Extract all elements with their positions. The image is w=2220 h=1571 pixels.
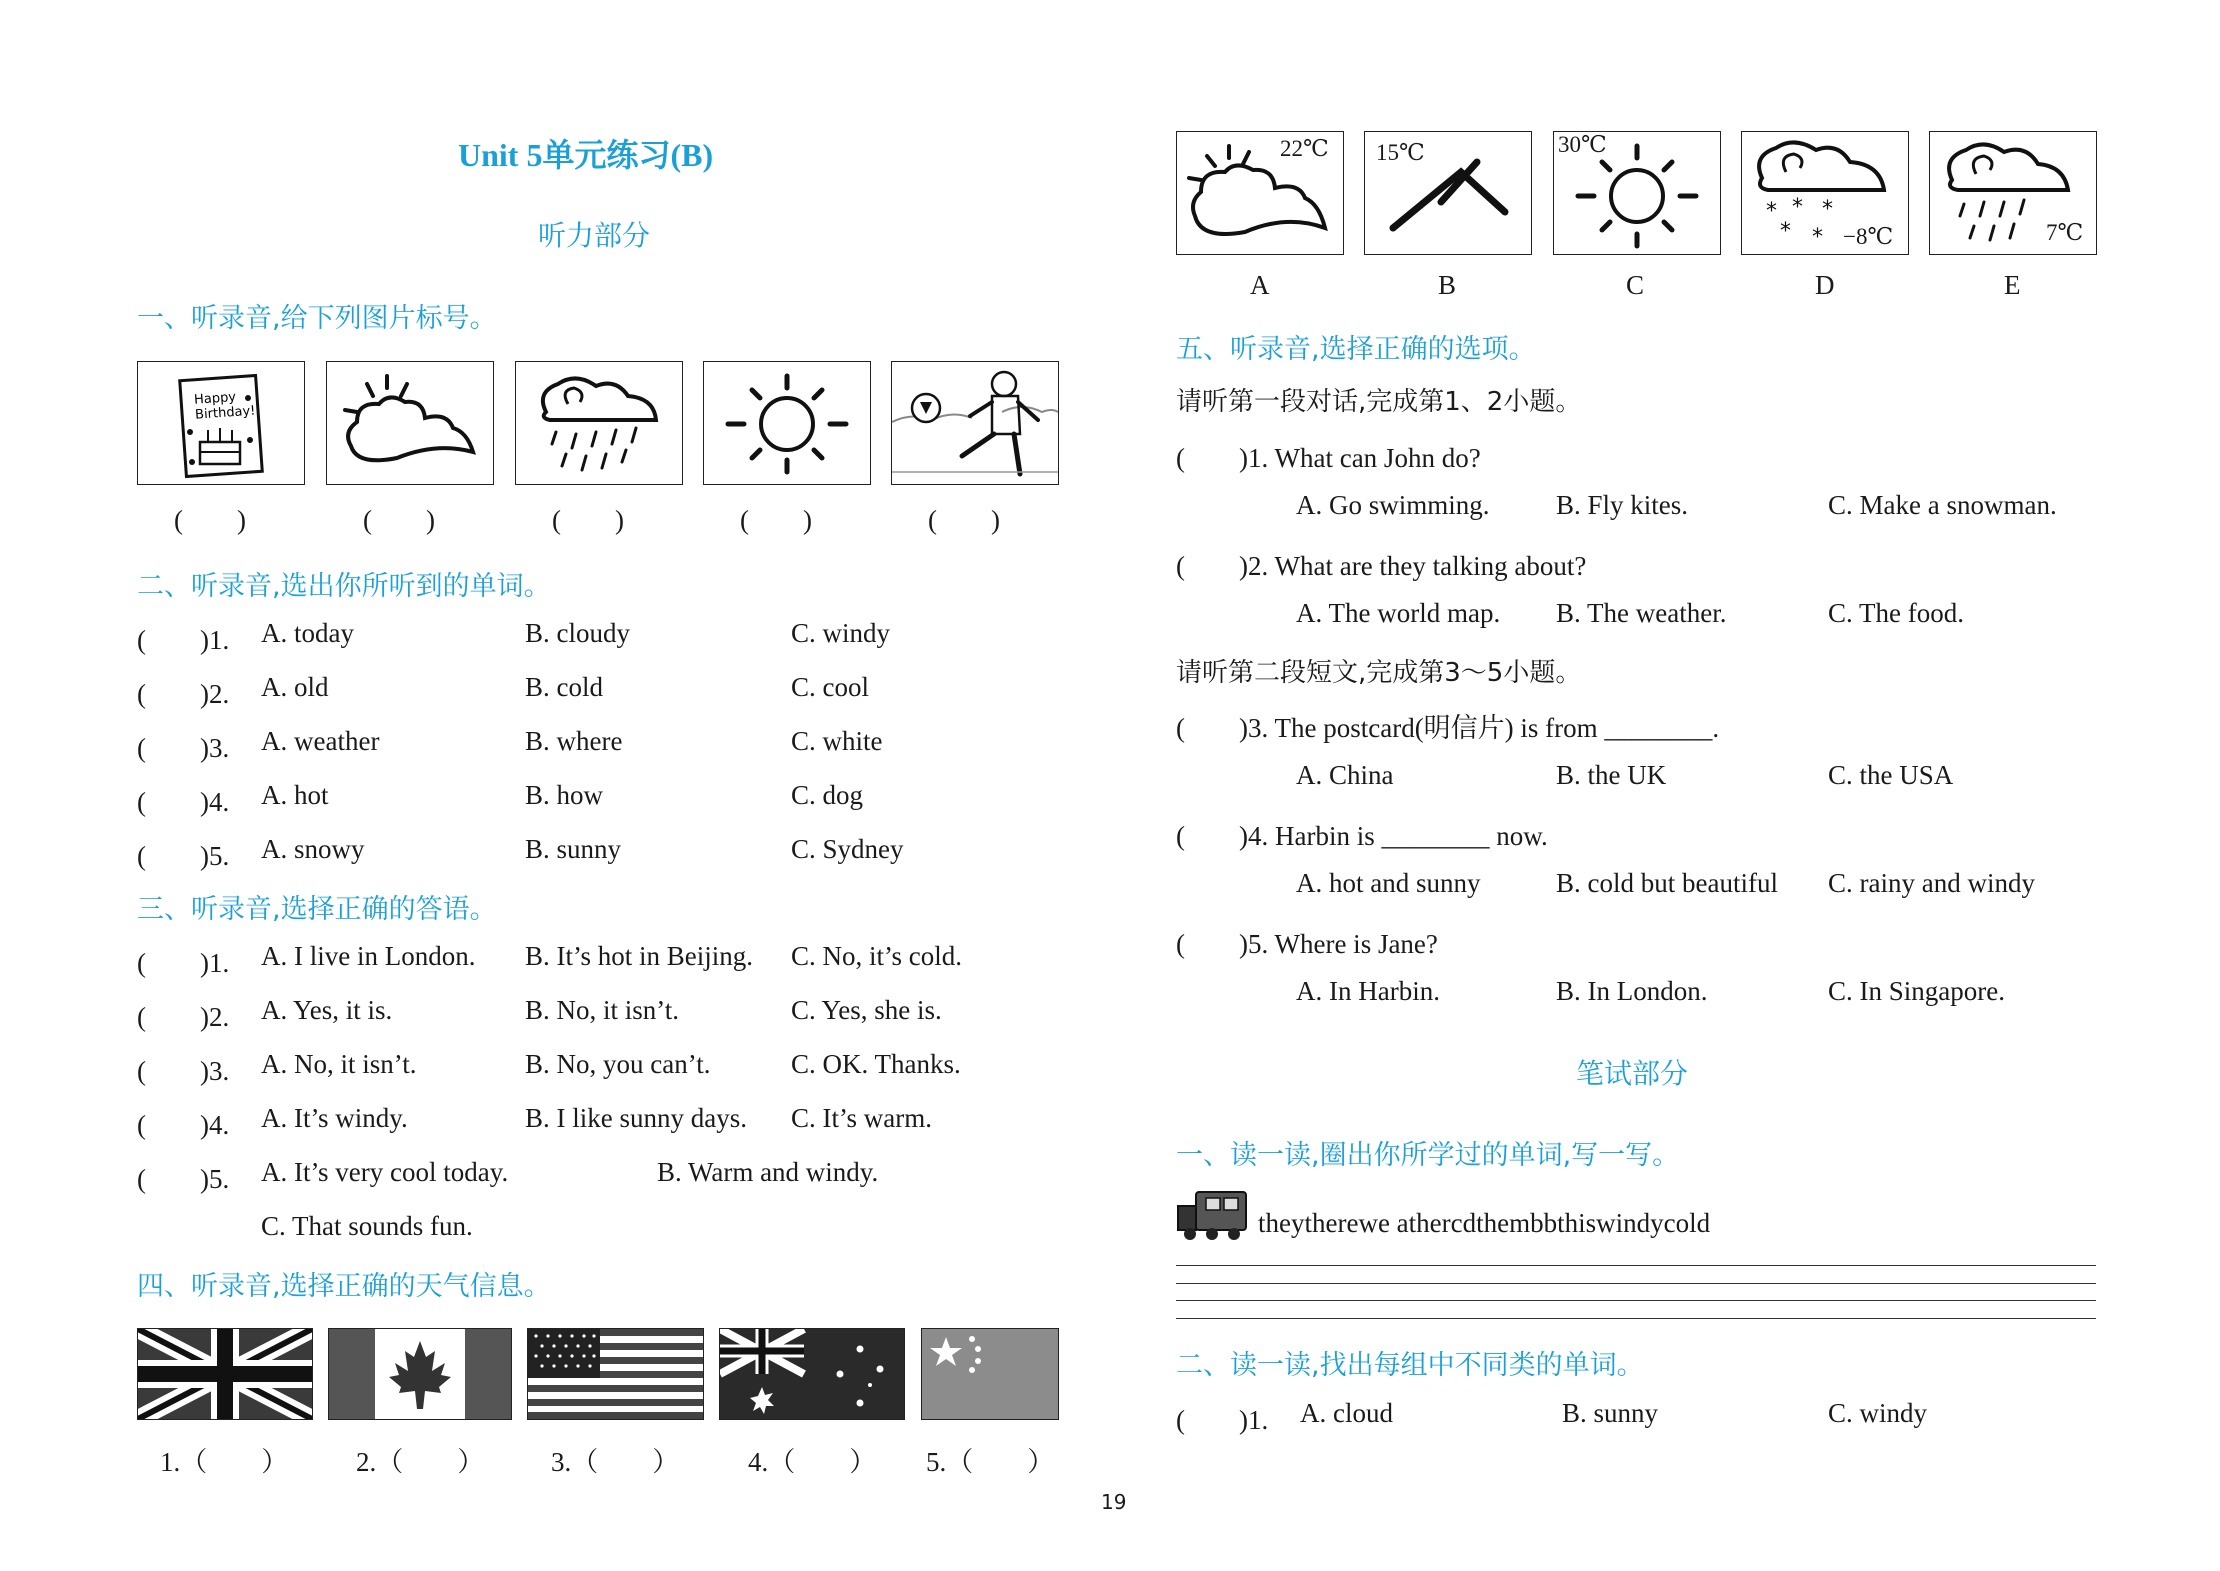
option-c: C. windy (1828, 1398, 1928, 1428)
section5-intro-2: 请听第二段短文,完成第3～5小题。 (1176, 658, 1582, 688)
rainy-picture (515, 361, 683, 485)
flag-label-4[interactable]: 4.（ ） (748, 1447, 877, 1477)
word-search-letters: theytherewe athercdthembbthiswindycold (1258, 1208, 1711, 1238)
option-a: A. today (261, 618, 354, 648)
option-a: A. In Harbin. (1296, 976, 1440, 1006)
question-number[interactable]: ( )2. (137, 679, 230, 709)
australia-flag (719, 1328, 905, 1420)
temp-d: −8℃ (1843, 224, 1894, 249)
question-number[interactable]: ( )1. (1176, 1405, 1269, 1435)
question-number[interactable]: ( )1. (137, 625, 230, 655)
option-b: B. the UK (1556, 760, 1667, 790)
option-b: B. No, it isn’t. (525, 995, 680, 1025)
weather-letter-b: B (1438, 270, 1457, 300)
svg-text:*: * (1822, 197, 1833, 222)
answer-blank-1[interactable]: ( ) (174, 505, 246, 535)
option-b: B. where (525, 726, 623, 756)
page-title: Unit 5单元练习(B) (458, 137, 714, 173)
writing-line-4[interactable] (1176, 1318, 2096, 1319)
china-flag (921, 1328, 1059, 1420)
option-b: B. cloudy (525, 618, 630, 648)
option-c: C. That sounds fun. (261, 1211, 473, 1241)
svg-text:*: * (1780, 219, 1791, 244)
option-a: A. weather (261, 726, 380, 756)
option-b: B. sunny (1562, 1398, 1659, 1428)
usa-flag (527, 1328, 704, 1420)
answer-blank-5[interactable]: ( ) (928, 505, 1000, 535)
weather-letter-c: C (1626, 270, 1645, 300)
flag-label-3[interactable]: 3.（ ） (551, 1447, 680, 1477)
writing-section2-heading: 二、读一读,找出每组中不同类的单词。 (1176, 1350, 1644, 1381)
svg-text:Happy: Happy (193, 389, 237, 408)
question-number[interactable]: ( )5. (137, 1164, 230, 1194)
temp-a: 22℃ (1280, 136, 1329, 161)
uk-flag (137, 1328, 313, 1420)
option-c: C. Make a snowman. (1828, 490, 2057, 520)
writing-line-2[interactable] (1176, 1283, 2096, 1284)
option-a: A. No, it isn’t. (261, 1049, 417, 1079)
option-a: A. snowy (261, 834, 365, 864)
option-c: C. No, it’s cold. (791, 941, 963, 971)
option-c: C. Sydney (791, 834, 904, 864)
page-number: 19 (1101, 1490, 1127, 1514)
option-a: A. It’s very cool today. (261, 1157, 509, 1187)
question-1[interactable]: ( )1. What can John do? (1176, 443, 1481, 473)
option-c: C. In Singapore. (1828, 976, 2005, 1006)
option-b: B. Warm and windy. (657, 1157, 879, 1187)
svg-text:*: * (1792, 195, 1803, 220)
option-b: B. how (525, 780, 604, 810)
question-number[interactable]: ( )4. (137, 787, 230, 817)
option-a: A. cloud (1300, 1398, 1393, 1428)
question-5[interactable]: ( )5. Where is Jane? (1176, 929, 1438, 959)
answer-blank-2[interactable]: ( ) (363, 505, 435, 535)
option-c: C. cool (791, 672, 869, 702)
option-a: A. The world map. (1296, 598, 1501, 628)
sunny-cloudy-picture (326, 361, 494, 485)
option-c: C. windy (791, 618, 891, 648)
option-c: C. OK. Thanks. (791, 1049, 961, 1079)
question-number[interactable]: ( )5. (137, 841, 230, 871)
option-a: A. I live in London. (261, 941, 476, 971)
option-a: A. hot (261, 780, 329, 810)
temp-b: 15℃ (1376, 140, 1425, 165)
option-c: C. The food. (1828, 598, 1964, 628)
option-b: B. sunny (525, 834, 622, 864)
weather-letter-e: E (2004, 270, 2021, 300)
sunny-picture (703, 361, 871, 485)
birthday-card-picture (137, 361, 305, 485)
option-b: B. cold (525, 672, 603, 702)
answer-blank-3[interactable]: ( ) (552, 505, 624, 535)
option-c: C. white (791, 726, 883, 756)
canada-flag (328, 1328, 512, 1420)
option-b: B. Fly kites. (1556, 490, 1689, 520)
section2-heading: 二、听录音,选出你所听到的单词。 (137, 571, 551, 602)
option-a: A. Yes, it is. (261, 995, 393, 1025)
option-b: B. No, you can’t. (525, 1049, 711, 1079)
temp-e: 7℃ (2046, 220, 2084, 245)
option-b: B. It’s hot in Beijing. (525, 941, 754, 971)
flag-label-2[interactable]: 2.（ ） (356, 1447, 485, 1477)
question-2[interactable]: ( )2. What are they talking about? (1176, 551, 1587, 581)
option-a: A. Go swimming. (1296, 490, 1490, 520)
flag-label-5[interactable]: 5.（ ） (926, 1447, 1055, 1477)
option-c: C. Yes, she is. (791, 995, 942, 1025)
option-a: A. It’s windy. (261, 1103, 408, 1133)
option-a: A. old (261, 672, 329, 702)
boy-playing-football-picture (891, 361, 1059, 485)
train-icon (1176, 1188, 1252, 1244)
flag-label-1[interactable]: 1.（ ） (160, 1447, 289, 1477)
question-4[interactable]: ( )4. Harbin is ________ now. (1176, 821, 1548, 851)
weather-letter-d: D (1815, 270, 1835, 300)
writing-section1-heading: 一、读一读,圈出你所学过的单词,写一写。 (1176, 1140, 1680, 1171)
svg-text:*: * (1812, 225, 1823, 250)
svg-text:*: * (1766, 199, 1777, 224)
writing-line-1[interactable] (1176, 1265, 2096, 1266)
question-number[interactable]: ( )3. (137, 1056, 230, 1086)
option-b: B. The weather. (1556, 598, 1727, 628)
writing-heading: 笔试部分 (1576, 1057, 1689, 1090)
answer-blank-4[interactable]: ( ) (740, 505, 812, 535)
section1-heading: 一、听录音,给下列图片标号。 (137, 303, 497, 334)
option-b: B. I like sunny days. (525, 1103, 747, 1133)
question-number[interactable]: ( )1. (137, 948, 230, 978)
option-c: C. dog (791, 780, 864, 810)
option-c: C. the USA (1828, 760, 1954, 790)
writing-line-3[interactable] (1176, 1300, 2096, 1301)
listening-heading: 听力部分 (538, 219, 651, 252)
option-c: C. rainy and windy (1828, 868, 2035, 898)
section5-heading: 五、听录音,选择正确的选项。 (1176, 334, 1536, 365)
option-b: B. In London. (1556, 976, 1708, 1006)
section4-heading: 四、听录音,选择正确的天气信息。 (137, 1271, 551, 1302)
question-number[interactable]: ( )2. (137, 1002, 230, 1032)
question-number[interactable]: ( )3. (137, 733, 230, 763)
svg-text:Birthday!: Birthday! (194, 403, 256, 423)
weather-letter-a: A (1250, 270, 1270, 300)
section3-heading: 三、听录音,选择正确的答语。 (137, 894, 497, 925)
option-a: A. hot and sunny (1296, 868, 1481, 898)
option-c: C. It’s warm. (791, 1103, 932, 1133)
option-b: B. cold but beautiful (1556, 868, 1778, 898)
question-3[interactable]: ( )3. The postcard(明信片) is from ________. (1176, 713, 1720, 743)
question-number[interactable]: ( )4. (137, 1110, 230, 1140)
temp-c: 30℃ (1558, 132, 1607, 157)
option-a: A. China (1296, 760, 1394, 790)
section5-intro-1: 请听第一段对话,完成第1、2小题。 (1176, 387, 1582, 417)
